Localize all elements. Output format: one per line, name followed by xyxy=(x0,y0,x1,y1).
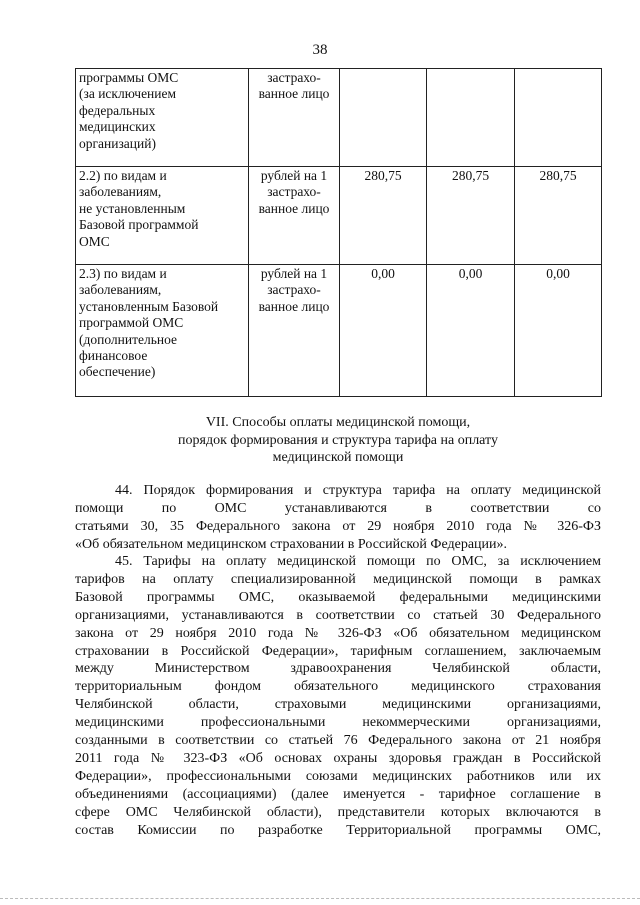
paragraph-line: сфере ОМС Челябинской области), представители которых включаются в xyxy=(75,804,601,820)
paragraph-line: организациями, устанавливаются в соответствии со статьей 30 Федерального xyxy=(75,607,601,623)
paragraph-line: закона от 29 ноября 2010 года № 326-ФЗ «Об обязательном медицинском xyxy=(75,625,601,641)
page-bottom-edge xyxy=(0,898,640,900)
row-value-cell xyxy=(515,69,602,167)
row-value-cell: 280,75 xyxy=(340,167,427,265)
table-row xyxy=(76,265,602,397)
page-number: 38 xyxy=(312,42,328,58)
paragraph-line: Базовой программы ОМС, оказываемой федеральными медицинскими xyxy=(75,589,601,605)
table-row xyxy=(76,69,602,167)
section-heading-line: порядок формирования и структура тарифа на оплату xyxy=(178,432,498,448)
paragraph-line: статьями 30, 35 Федерального закона от 29 ноября 2010 года № 326-ФЗ xyxy=(75,518,601,534)
paragraph-line: «Об обязательном медицинском страховании в Российской Федерации». xyxy=(75,536,508,552)
paragraph-line: объединениями (ассоциациями) (далее именуется - тарифное соглашение в xyxy=(75,786,601,802)
paragraph-line: между Министерством здравоохранения Челябинской области, xyxy=(75,661,601,677)
paragraph-line: 44. Порядок формирования и структура тарифа на оплату медицинской xyxy=(115,483,601,498)
row-name-cell: 2.2) по видам и заболеваниям, не установленным Базовой программой ОМС xyxy=(76,167,249,265)
paragraph-line: тарифов на оплату специализированной медицинской помощи в рамках xyxy=(75,571,601,587)
paragraph-line: территориальным фондом обязательного медицинского страхования xyxy=(75,679,601,695)
section-heading-line: VII. Способы оплаты медицинской помощи, xyxy=(205,415,471,430)
row-value-cell: 0,00 xyxy=(340,265,427,397)
paragraph-line: Челябинской области, страховыми медицинскими организациями, xyxy=(75,697,601,713)
paragraph-line: помощи по ОМС устанавливаются в соответствии со xyxy=(75,500,601,516)
section-heading xyxy=(75,414,601,467)
paragraph-line: Федерации», профессиональными союзами медицинских работников или их xyxy=(75,768,601,784)
row-unit-cell: рублей на 1 застрахо- ванное лицо xyxy=(249,167,340,265)
tariff-table xyxy=(75,68,602,397)
row-name-cell: программы ОМС (за исключением федеральных медицинских организаций) xyxy=(76,69,249,167)
row-value-cell: 280,75 xyxy=(427,167,515,265)
paragraph-line: 2011 года № 323-ФЗ «Об основах охраны здоровья граждан в Российской xyxy=(75,750,601,766)
paragraph-line: 45. Тарифы на оплату медицинской помощи по ОМС, за исключением xyxy=(115,554,601,569)
paragraph-45 xyxy=(75,553,601,840)
paragraph-line: созданными в соответствии со статьей 76 Федерального закона от 21 ноября xyxy=(75,733,601,749)
paragraph-line: страховании в Российской Федерации», тарифным соглашением, заключаемым xyxy=(75,643,601,659)
table-row xyxy=(76,167,602,265)
row-unit-cell: рублей на 1 застрахо- ванное лицо xyxy=(249,265,340,397)
paragraph-line: медицинскими профессиональными некоммерческими организациями, xyxy=(75,715,601,731)
row-value-cell xyxy=(427,69,515,167)
paragraph-line: состав Комиссии по разработке Территориальной программы ОМС, xyxy=(75,822,601,838)
row-value-cell: 0,00 xyxy=(515,265,602,397)
paragraph-44 xyxy=(75,482,601,554)
section-heading-line: медицинской помощи xyxy=(272,450,404,465)
row-value-cell: 0,00 xyxy=(427,265,515,397)
row-name-cell: 2.3) по видам и заболеваниям, установленным Базовой программой ОМС (дополнительное финансовое обеспечение) xyxy=(76,265,249,397)
row-value-cell xyxy=(340,69,427,167)
row-unit-cell: застрахо- ванное лицо xyxy=(249,69,340,167)
row-value-cell: 280,75 xyxy=(515,167,602,265)
